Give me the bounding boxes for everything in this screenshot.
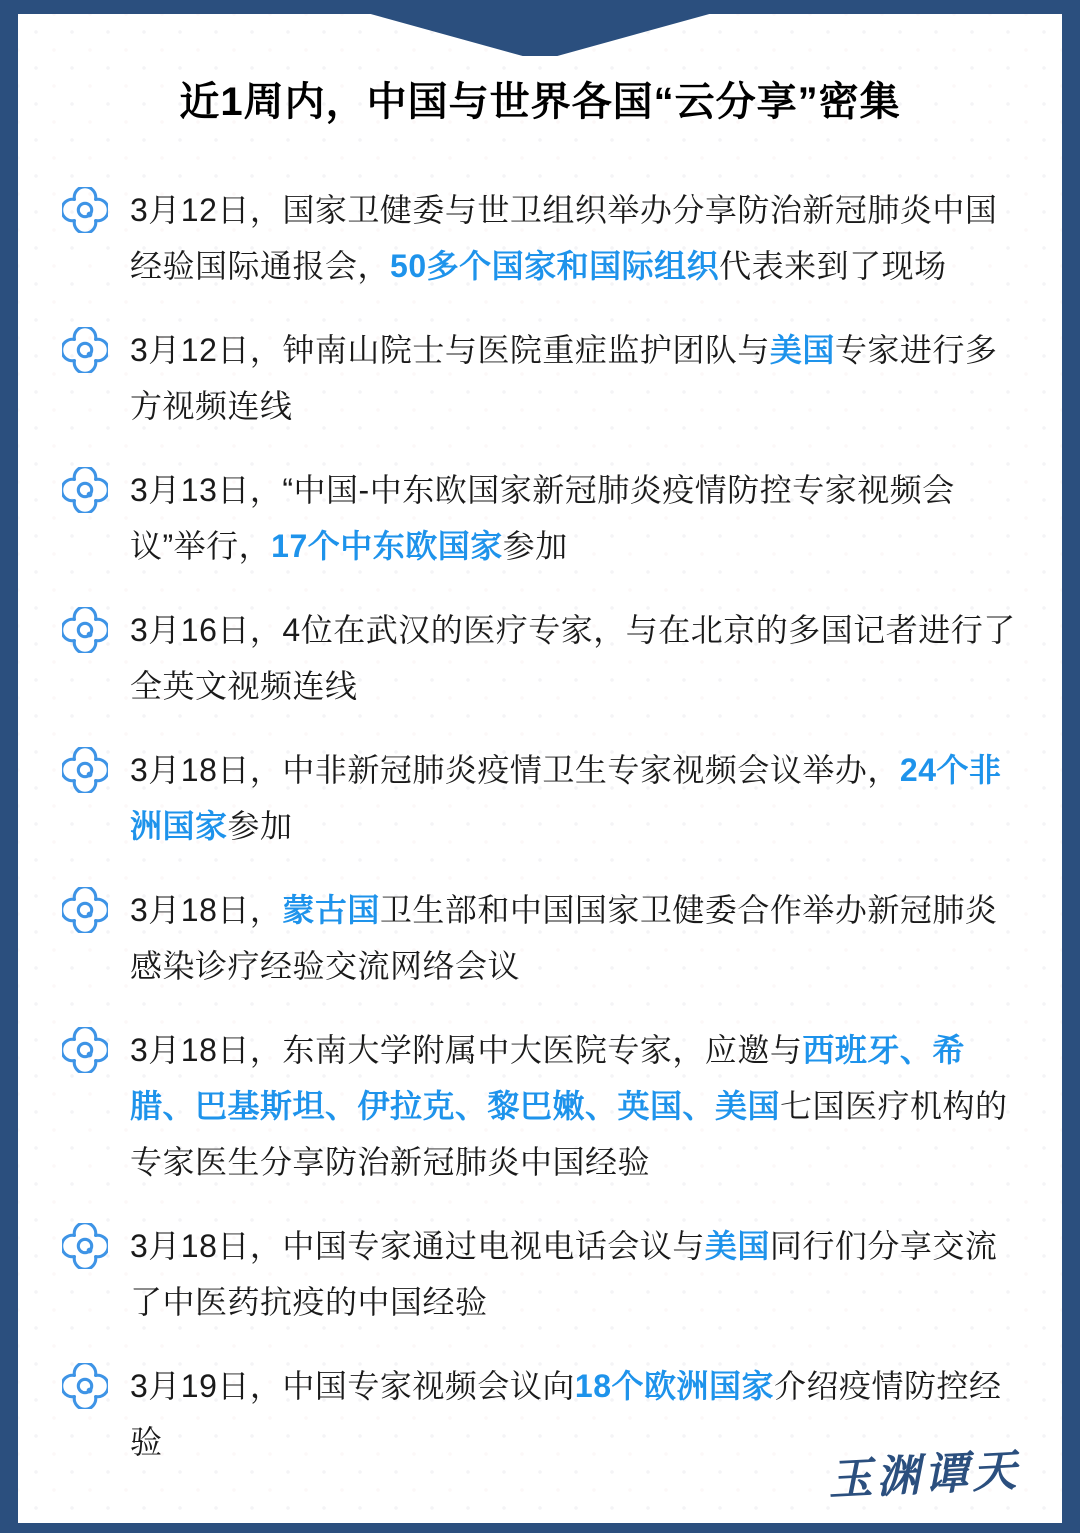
plain-text: 同行们分享交流了中医药抗疫的中国经验 xyxy=(130,1228,998,1320)
list-item xyxy=(62,322,1026,434)
plain-text: 3月12日，国家卫健委与世卫组织举办分享防治新冠肺炎中国经验国际通报会， xyxy=(130,192,998,284)
event-list xyxy=(18,182,1062,1470)
plain-text: 3月18日， xyxy=(130,892,283,928)
highlight-text: 美国 xyxy=(704,1228,770,1264)
plain-text: 专家进行多方视频连线 xyxy=(130,332,998,424)
list-item xyxy=(62,462,1026,574)
list-item xyxy=(62,182,1026,294)
plain-text: 七国医疗机构的专家医生分享防治新冠肺炎中国经验 xyxy=(130,1088,1008,1180)
highlight-text: 17个中东欧国家 xyxy=(271,528,503,564)
highlight-text: 50多个国家和国际组织 xyxy=(390,248,720,284)
virus-icon xyxy=(62,887,108,933)
item-text xyxy=(130,182,1026,294)
plain-text: 3月16日，4位在武汉的医疗专家，与在北京的多国记者进行了全英文视频连线 xyxy=(130,612,1016,704)
list-item xyxy=(62,602,1026,714)
list-item xyxy=(62,742,1026,854)
plain-text: 3月12日，钟南山院士与医院重症监护团队与 xyxy=(130,332,770,368)
virus-icon xyxy=(62,187,108,233)
virus-icon xyxy=(62,1223,108,1269)
list-item xyxy=(62,1022,1026,1190)
plain-text: 参加 xyxy=(227,808,293,844)
plain-text: 3月13日，“中国-中东欧国家新冠肺炎疫情防控专家视频会议”举行， xyxy=(130,472,955,564)
plain-text: 3月18日，中国专家通过电视电话会议与 xyxy=(130,1228,705,1264)
item-text xyxy=(130,882,1026,994)
item-text xyxy=(130,462,1026,574)
plain-text: 卫生部和中国国家卫健委合作举办新冠肺炎感染诊疗经验交流网络会议 xyxy=(130,892,998,984)
plain-text: 3月19日，中国专家视频会议向 xyxy=(130,1368,575,1404)
virus-icon xyxy=(62,1363,108,1409)
highlight-text: 24个非洲国家 xyxy=(130,752,1002,844)
virus-icon xyxy=(62,747,108,793)
list-item xyxy=(62,1218,1026,1330)
highlight-text: 西班牙、希腊、巴基斯坦、伊拉克、黎巴嫩、英国、美国 xyxy=(130,1032,965,1124)
item-text xyxy=(130,1218,1026,1330)
virus-icon xyxy=(62,467,108,513)
virus-icon xyxy=(62,607,108,653)
item-text xyxy=(130,1022,1026,1190)
item-text xyxy=(130,322,1026,434)
plain-text: 介绍疫情防控经验 xyxy=(130,1368,1002,1460)
page-title: 近1周内，中国与世界各国“云分享”密集 xyxy=(179,80,901,124)
plain-text: 参加 xyxy=(502,528,568,564)
virus-icon xyxy=(62,1027,108,1073)
item-text xyxy=(130,602,1026,714)
plain-text: 3月18日，东南大学附属中大医院专家，应邀与 xyxy=(130,1032,803,1068)
plain-text: 3月18日，中非新冠肺炎疫情卫生专家视频会议举办， xyxy=(130,752,900,788)
virus-icon xyxy=(62,327,108,373)
item-text xyxy=(130,742,1026,854)
list-item xyxy=(62,882,1026,994)
highlight-text: 18个欧洲国家 xyxy=(574,1368,775,1404)
highlight-text: 蒙古国 xyxy=(282,892,380,928)
plain-text: 代表来到了现场 xyxy=(719,248,947,284)
content-area xyxy=(18,14,1062,1523)
highlight-text: 美国 xyxy=(769,332,835,368)
watermark-logo: 玉渊谭天 xyxy=(827,1445,1022,1506)
